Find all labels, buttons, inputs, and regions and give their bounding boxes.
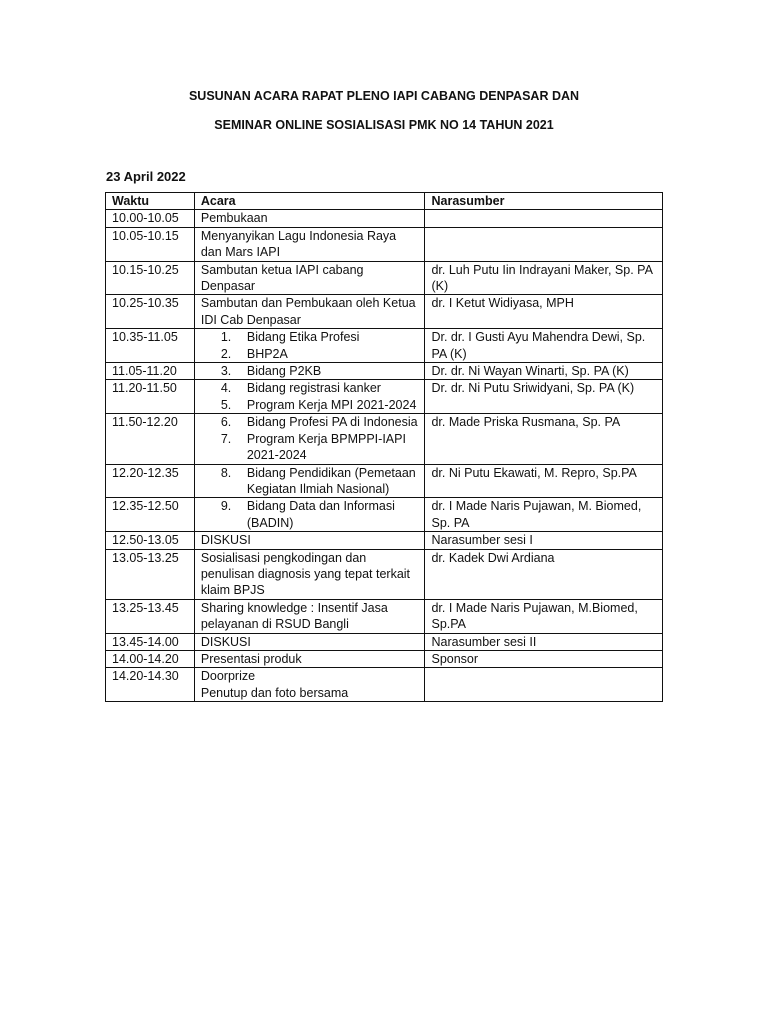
cell-narasumber: dr. Luh Putu Iin Indrayani Maker, Sp. PA (K) — [425, 261, 663, 295]
agenda-list-item — [201, 346, 419, 362]
table-row — [106, 668, 663, 702]
table-row — [106, 633, 663, 650]
list-text: BHP2A — [246, 346, 288, 361]
acara-text: Sosialisasi pengkodingan dan penulisan diagnosis yang tepat terkait klaim BPJS — [200, 550, 411, 598]
cell-waktu: 12.20-12.35 — [106, 464, 195, 498]
cell-waktu: 12.50-13.05 — [106, 532, 195, 549]
list-text: Bidang Etika Profesi — [246, 330, 360, 345]
table-row — [106, 227, 663, 261]
header-waktu: Waktu — [106, 193, 195, 210]
acara-text: Doorprize — [200, 669, 256, 684]
table-row — [106, 329, 663, 363]
cell-waktu: 10.25-10.35 — [106, 295, 195, 329]
cell-acara — [194, 498, 425, 532]
acara-text: Sambutan dan Pembukaan oleh Ketua IDI Cab Denpasar — [200, 296, 416, 327]
cell-acara — [194, 210, 425, 227]
schedule-table — [105, 192, 663, 702]
cell-narasumber — [425, 210, 663, 227]
cell-narasumber: dr. Made Priska Rusmana, Sp. PA — [425, 414, 663, 464]
list-number: 9. — [220, 499, 232, 514]
cell-narasumber: Narasumber sesi II — [425, 633, 663, 650]
table-row — [106, 295, 663, 329]
cell-narasumber — [425, 668, 663, 702]
cell-waktu: 13.05-13.25 — [106, 549, 195, 599]
list-text: Program Kerja BPMPPI-IAPI 2021-2024 — [246, 431, 406, 463]
document-title-line-1: SUSUNAN ACARA RAPAT PLENO IAPI CABANG DENPASAR DAN — [188, 89, 580, 103]
agenda-list-item — [201, 397, 419, 413]
cell-waktu: 14.00-14.20 — [106, 650, 195, 667]
table-row — [106, 363, 663, 380]
table-row — [106, 261, 663, 295]
cell-acara — [194, 650, 425, 667]
acara-text: Pembukaan — [200, 211, 268, 226]
acara-text: Presentasi produk — [200, 651, 302, 666]
table-row — [106, 532, 663, 549]
list-text: Bidang registrasi kanker — [246, 381, 381, 396]
list-text: Bidang Pendidikan (Pemetaan Kegiatan Ilmiah Nasional) — [246, 465, 416, 496]
acara-text: DISKUSI — [200, 533, 251, 548]
acara-text: Penutup dan foto bersama — [200, 685, 349, 700]
cell-narasumber: dr. I Ketut Widiyasa, MPH — [425, 295, 663, 329]
cell-narasumber: Dr. dr. I Gusti Ayu Mahendra Dewi, Sp. PA (K) — [425, 329, 663, 363]
cell-narasumber — [425, 227, 663, 261]
cell-acara — [194, 329, 425, 363]
agenda-list-item — [201, 431, 419, 464]
list-text: Bidang Profesi PA di Indonesia — [246, 415, 418, 430]
agenda-list-item — [201, 414, 419, 430]
agenda-list-item — [201, 498, 419, 531]
table-row — [106, 498, 663, 532]
cell-acara — [194, 633, 425, 650]
agenda-list-item — [201, 363, 419, 379]
cell-acara — [194, 414, 425, 464]
cell-acara — [194, 380, 425, 414]
cell-acara — [194, 295, 425, 329]
list-number: 4. — [220, 381, 232, 396]
table-row — [106, 549, 663, 599]
cell-waktu: 10.35-11.05 — [106, 329, 195, 363]
list-number: 7. — [220, 431, 232, 446]
list-text: Program Kerja MPI 2021-2024 — [246, 397, 417, 412]
acara-text: Sambutan ketua IAPI cabang Denpasar — [200, 262, 364, 294]
cell-waktu: 13.45-14.00 — [106, 633, 195, 650]
cell-narasumber: Narasumber sesi I — [425, 532, 663, 549]
list-number: 5. — [220, 397, 232, 412]
cell-acara — [194, 464, 425, 498]
cell-narasumber: dr. Ni Putu Ekawati, M. Repro, Sp.PA — [425, 464, 663, 498]
acara-text: Menyanyikan Lagu Indonesia Raya dan Mars IAPI — [200, 228, 397, 260]
list-text: Bidang Data dan Informasi (BADIN) — [246, 499, 395, 530]
cell-waktu: 11.05-11.20 — [106, 363, 195, 380]
table-row — [106, 650, 663, 667]
acara-text: Sharing knowledge : Insentif Jasa pelayanan di RSUD Bangli — [200, 600, 388, 632]
cell-narasumber: dr. Kadek Dwi Ardiana — [425, 549, 663, 599]
agenda-list-item — [201, 380, 419, 396]
cell-waktu: 14.20-14.30 — [106, 668, 195, 702]
table-row — [106, 414, 663, 464]
cell-narasumber: dr. I Made Naris Pujawan, M.Biomed, Sp.PA — [425, 599, 663, 633]
schedule-table-body — [106, 210, 663, 702]
acara-text: DISKUSI — [200, 634, 251, 649]
cell-acara — [194, 363, 425, 380]
cell-waktu: 10.05-10.15 — [106, 227, 195, 261]
cell-narasumber: Dr. dr. Ni Putu Sriwidyani, Sp. PA (K) — [425, 380, 663, 414]
table-row — [106, 464, 663, 498]
cell-narasumber: Sponsor — [425, 650, 663, 667]
list-number: 6. — [220, 415, 232, 430]
cell-acara — [194, 532, 425, 549]
cell-waktu: 10.00-10.05 — [106, 210, 195, 227]
table-row — [106, 599, 663, 633]
cell-waktu: 11.20-11.50 — [106, 380, 195, 414]
header-narasumber: Narasumber — [425, 193, 663, 210]
cell-narasumber: dr. I Made Naris Pujawan, M. Biomed, Sp. PA — [425, 498, 663, 532]
agenda-list-item — [201, 465, 419, 498]
document-title-line-2: SEMINAR ONLINE SOSIALISASI PMK NO 14 TAHUN 2021 — [214, 118, 554, 132]
cell-acara — [194, 549, 425, 599]
table-row — [106, 380, 663, 414]
table-row — [106, 210, 663, 227]
event-date: 23 April 2022 — [106, 169, 186, 184]
header-acara: Acara — [194, 193, 425, 210]
cell-waktu: 13.25-13.45 — [106, 599, 195, 633]
cell-acara — [194, 599, 425, 633]
agenda-list-item — [201, 329, 419, 345]
list-number: 3. — [220, 364, 232, 379]
list-text: Bidang P2KB — [246, 364, 322, 379]
cell-narasumber: Dr. dr. Ni Wayan Winarti, Sp. PA (K) — [425, 363, 663, 380]
list-number: 1. — [220, 330, 232, 345]
list-number: 2. — [220, 346, 232, 361]
cell-waktu: 11.50-12.20 — [106, 414, 195, 464]
cell-waktu: 12.35-12.50 — [106, 498, 195, 532]
cell-acara — [194, 227, 425, 261]
table-header-row — [106, 193, 663, 210]
cell-acara — [194, 668, 425, 702]
cell-waktu: 10.15-10.25 — [106, 261, 195, 295]
cell-acara — [194, 261, 425, 295]
list-number: 8. — [220, 465, 232, 480]
